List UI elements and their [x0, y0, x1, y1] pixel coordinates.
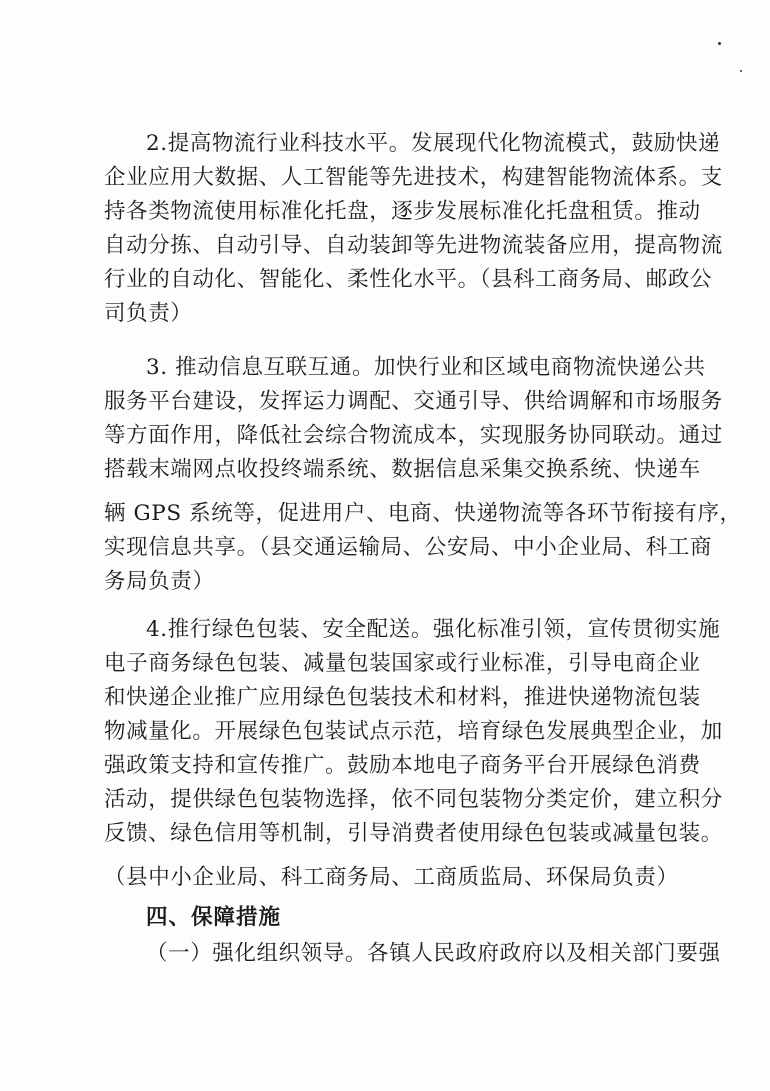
text-line: 搭载末端网点收投终端系统、数据信息采集交换系统、快递车: [104, 457, 701, 482]
text-line: 4.推行绿色包装、安全配送。强化标准引领，宣传贯彻实施: [146, 617, 721, 642]
section-heading: 四、保障措施: [146, 905, 282, 930]
text-line: 企业应用大数据、人工智能等先进技术，构建智能物流体系。支: [104, 165, 723, 190]
text-line: 等方面作用，降低社会综合物流成本，实现服务协同联动。通过: [104, 423, 723, 448]
text-line: 电子商务绿色包装、减量包装国家或行业标准，引导电商企业: [104, 651, 701, 676]
text-line: 司负责）: [104, 301, 193, 326]
text-line: 服务平台建设，发挥运力调配、交通引导、供给调解和市场服务: [104, 389, 723, 414]
scan-speck: [740, 70, 742, 72]
text-line: 强政策支持和宣传推广。鼓励本地电子商务平台开展绿色消费: [104, 753, 701, 778]
text-line: 2.提高物流行业科技水平。发展现代化物流模式，鼓励快递: [146, 131, 721, 156]
text-line: 辆 GPS 系统等，促进用户、电商、快递物流等各环节衔接有序，: [104, 501, 742, 526]
text-line: 实现信息共享。（县交通运输局、公安局、中小企业局、科工商: [104, 535, 713, 560]
text-line: 3. 推动信息互联互通。加快行业和区域电商物流快递公共: [146, 355, 706, 380]
scan-speck: [718, 42, 721, 45]
text-line: 活动，提供绿色包装物选择，依不同包装物分类定价，建立积分: [104, 787, 723, 812]
text-line: 反馈、绿色信用等机制，引导消费者使用绿色包装或减量包装。: [104, 821, 723, 846]
text-line: 持各类物流使用标准化托盘，逐步发展标准化托盘租赁。推动: [104, 199, 701, 224]
text-line: 和快递企业推广应用绿色包装技术和材料，推进快递物流包装: [104, 685, 701, 710]
text-line: （县中小企业局、科工商务局、工商质监局、环保局负责）: [104, 865, 679, 890]
text-line: （一）强化组织领导。各镇人民政府政府以及相关部门要强: [146, 941, 721, 966]
text-line: 自动分拣、自动引导、自动装卸等先进物流装备应用，提高物流: [104, 233, 723, 258]
text-line: 行业的自动化、智能化、柔性化水平。（县科工商务局、邮政公: [104, 267, 713, 292]
text-line: 物减量化。开展绿色包装试点示范，培育绿色发展典型企业，加: [104, 719, 723, 744]
text-line: 务局负责）: [104, 569, 215, 594]
